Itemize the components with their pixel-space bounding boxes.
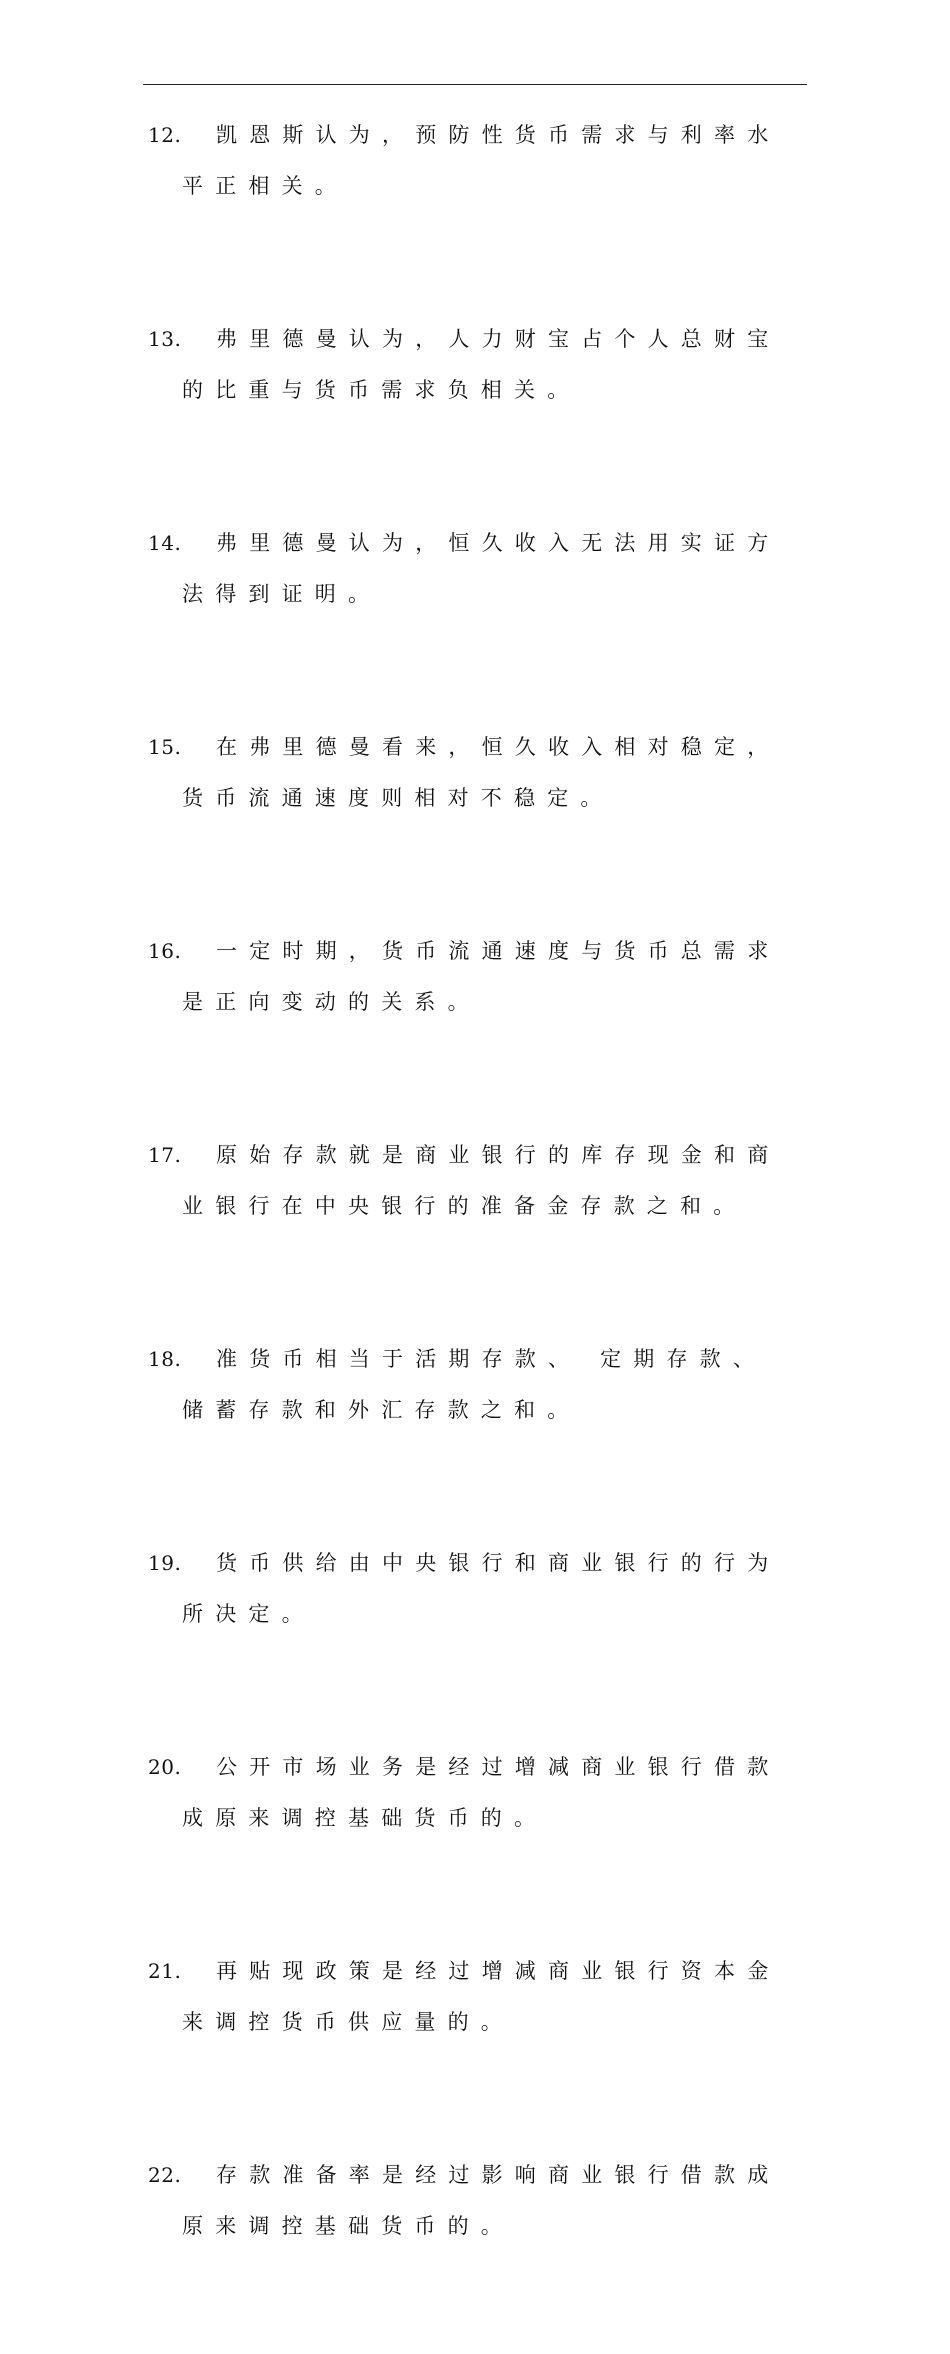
list-item — [0, 722, 950, 926]
item-number: 22. — [148, 2163, 182, 2187]
item-text-line-2: 所决定。 — [182, 1602, 315, 1626]
list-item — [0, 314, 950, 518]
item-text-line-1: 一定时期，货币流通速度与货币总需求 — [216, 939, 781, 963]
item-number: 17. — [148, 1143, 182, 1167]
item-text-line-1: 存款准备率是经过影响商业银行借款成 — [216, 2163, 781, 2187]
item-text-line-2: 货币流通速度则相对不稳定。 — [182, 786, 614, 810]
list-item — [0, 1130, 950, 1334]
list-item — [0, 1538, 950, 1742]
item-text-line-2: 原来调控基础货币的。 — [182, 2214, 514, 2238]
list-item — [0, 518, 950, 722]
item-number: 13. — [148, 327, 182, 351]
list-item — [0, 110, 950, 314]
item-text-line-1: 货币供给由中央银行和商业银行的行为 — [216, 1551, 781, 1575]
item-text-line-1: 在弗里德曼看来，恒久收入相对稳定， — [216, 735, 781, 759]
item-number: 20. — [148, 1755, 182, 1779]
item-number: 19. — [148, 1551, 182, 1575]
item-number: 12. — [148, 123, 182, 147]
item-text-line-2: 的比重与货币需求负相关。 — [182, 378, 581, 402]
item-text-line-1: 弗里德曼认为，人力财宝占个人总财宝 — [216, 327, 781, 351]
list-item — [0, 1946, 950, 2150]
item-number: 21. — [148, 1959, 182, 1983]
header-rule — [143, 84, 807, 85]
item-text-line-1: 原始存款就是商业银行的库存现金和商 — [216, 1143, 781, 1167]
item-text-line-2: 是正向变动的关系。 — [182, 990, 481, 1014]
list-item — [0, 1334, 950, 1538]
item-text-line-1: 准货币相当于活期存款、 定期存款、 — [216, 1347, 767, 1371]
item-text-line-2: 储蓄存款和外汇存款之和。 — [182, 1398, 581, 1422]
list-item — [0, 926, 950, 1130]
item-text-line-2: 法得到证明。 — [182, 582, 382, 606]
item-text-line-2: 成原来调控基础货币的。 — [182, 1806, 548, 1830]
list-item — [0, 1742, 950, 1946]
item-text-line-1: 再贴现政策是经过增减商业银行资本金 — [216, 1959, 781, 1983]
item-text-line-2: 平正相关。 — [182, 174, 348, 198]
item-text-line-1: 弗里德曼认为，恒久收入无法用实证方 — [216, 531, 781, 555]
item-text-line-2: 业银行在中央银行的准备金存款之和。 — [182, 1194, 747, 1218]
item-number: 15. — [148, 735, 182, 759]
statement-list — [0, 110, 950, 2354]
item-text-line-2: 来调控货币供应量的。 — [182, 2010, 514, 2034]
item-text-line-1: 凯恩斯认为，预防性货币需求与利率水 — [216, 123, 781, 147]
item-number: 16. — [148, 939, 182, 963]
item-text-line-1: 公开市场业务是经过增减商业银行借款 — [216, 1755, 781, 1779]
list-item — [0, 2150, 950, 2354]
item-number: 14. — [148, 531, 182, 555]
item-number: 18. — [148, 1347, 182, 1371]
